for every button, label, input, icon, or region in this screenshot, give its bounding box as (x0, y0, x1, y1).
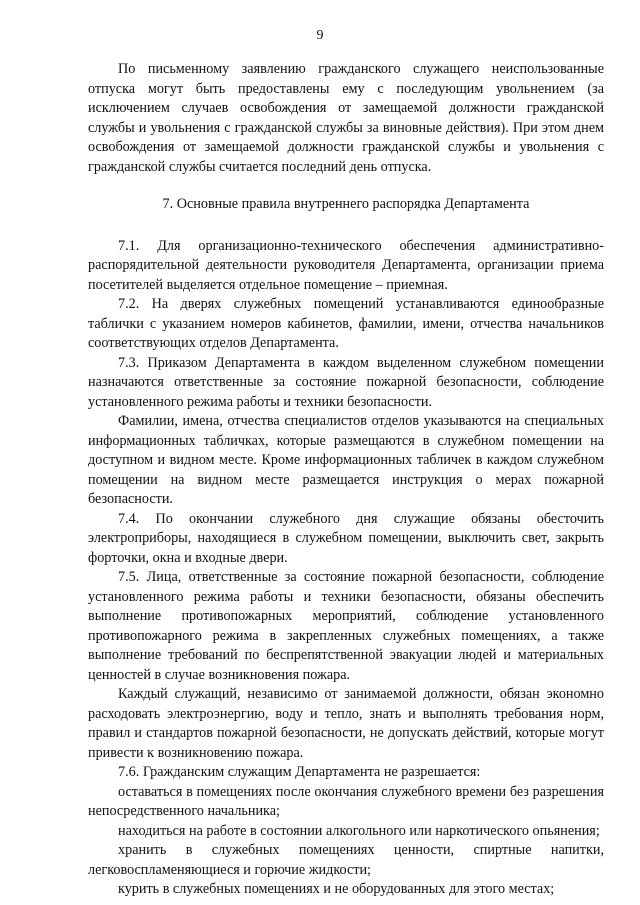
prohibition-item: хранить в служебных помещениях ценности, спиртные напитки, легковоспламеняющиеся и горючие жидкости; (88, 842, 604, 878)
prohibition-item: находиться на работе в состоянии алкогольного или наркотического опьянения; (118, 822, 600, 839)
prohibition-item: курить в служебных помещениях и не оборудованных для этого местах; (118, 881, 555, 897)
paragraph-7-1: 7.1. Для организационно-технического обеспечения административно-распорядительной деятельности руководителя Департамента, организации приема посетителей выделяется отдельное помещение – приемная. (88, 237, 604, 293)
paragraph-employee-duty: Каждый служащий, независимо от занимаемой должности, обязан экономно расходовать электроэнергию, воду и тепло, знать и выполнять требования норм, правил и стандартов пожарной безопасности, не допускать действий, которые могут привести к возникновению пожара. (88, 686, 604, 761)
prohibition-item: оставаться в помещениях после окончания служебного времени без разрешения непосредственного начальника; (88, 783, 604, 819)
document-body (88, 60, 604, 900)
section-heading: 7. Основные правила внутреннего распорядка Департамента (162, 196, 530, 212)
paragraph-7-5: 7.5. Лица, ответственные за состояние пожарной безопасности, соблюдение установленного режима работы и техники безопасности, обязаны обеспечить выполнение противопожарных мероприятий, соблюдение установленного противопожарного режима в закрепленных служебных помещениях, а также выполнение требований по беспрепятственной эвакуации людей и материальных ценностей в случае возникновения пожара. (88, 569, 604, 683)
paragraph-7-6: 7.6. Гражданским служащим Департамента не разрешается: (118, 764, 481, 780)
paragraph-info-plates: Фамилии, имена, отчества специалистов отделов указываются на специальных информационных табличках, которые размещаются в служебном помещении на доступном и видном месте. Кроме информационных табличек в каждом служебном помещении на видном месте размещается инструкция о мерах пожарной безопасности. (88, 413, 604, 507)
paragraph-7-4: 7.4. По окончании служебного дня служащие обязаны обесточить электроприборы, находящиеся в служебном помещении, выключить свет, закрыть форточки, окна и входные двери. (88, 510, 604, 566)
paragraph-7-3: 7.3. Приказом Департамента в каждом выделенном служебном помещении назначаются ответственные за состояние пожарной безопасности, соблюдение установленного режима работы и техники безопасности. (88, 354, 604, 410)
page-number: 9 (316, 28, 324, 43)
paragraph-7-2: 7.2. На дверях служебных помещений устанавливаются единообразные таблички с указанием номеров кабинетов, фамилии, имени, отчества начальников соответствующих отделов Департамента. (88, 296, 604, 351)
paragraph-leave-dismissal: По письменному заявлению гражданского служащего неиспользованные отпуска могут быть предоставлены ему с последующим увольнением (за исключением случаев освобождения от замещаемой должности гражданской службы и увольнения с гражданской службы за виновные действия). При этом днем освобождения от замещаемой должности гражданской службы и увольнения с гражданской службы считается последний день отпуска. (88, 61, 604, 175)
